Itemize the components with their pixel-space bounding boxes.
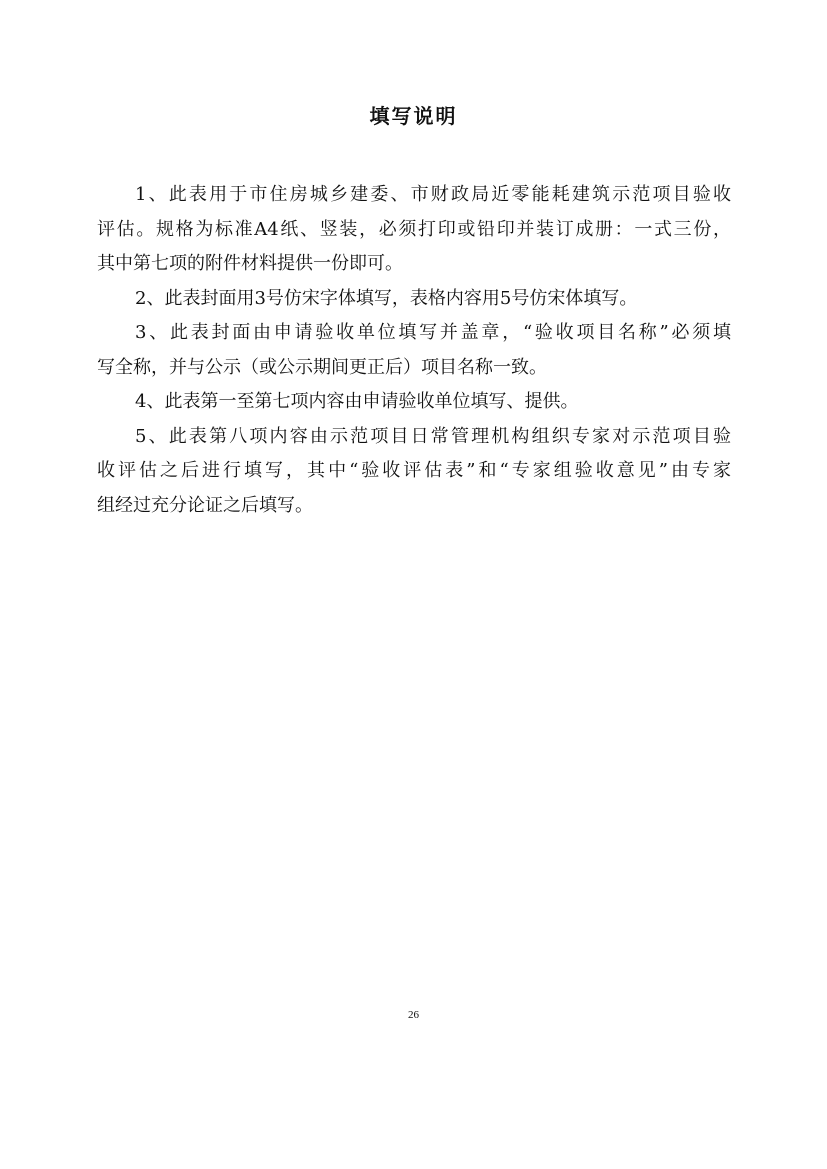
text-line: 2、此表封面用3号仿宋字体填写，表格内容用5号仿宋体填写。 (135, 287, 638, 309)
page-number: 26 (408, 1009, 419, 1021)
instruction-4 (97, 385, 731, 420)
instruction-2 (97, 282, 731, 317)
text-line: 4、此表第一至第七项内容由申请验收单位填写、提供。 (135, 391, 579, 412)
text-line: 5、此表第八项内容由示范项目日常管理机构组织专家对示范项目验 (135, 425, 731, 447)
text-line: 收评估之后进行填写，其中“验收评估表”和“专家组验收意见”由专家 (97, 460, 731, 481)
text-line: 1、此表用于市住房城乡建委、市财政局近零能耗建筑示范项目验收 (135, 184, 731, 205)
instructions-body (97, 178, 731, 523)
text-line: 评估。规格为标准A4纸、竖装，必须打印或铅印并装订成册：一式三份， (97, 218, 731, 240)
page-title: 填写说明 (369, 104, 458, 128)
instruction-5 (97, 420, 731, 524)
instruction-3 (97, 316, 731, 385)
text-line: 组经过充分论证之后填写。 (97, 494, 313, 516)
text-line: 写全称，并与公示（或公示期间更正后）项目名称一致。 (97, 356, 547, 378)
instruction-1 (97, 178, 731, 282)
text-line: 3、此表封面由申请验收单位填写并盖章，“验收项目名称”必须填 (135, 322, 731, 343)
text-line: 其中第七项的附件材料提供一份即可。 (97, 253, 403, 274)
